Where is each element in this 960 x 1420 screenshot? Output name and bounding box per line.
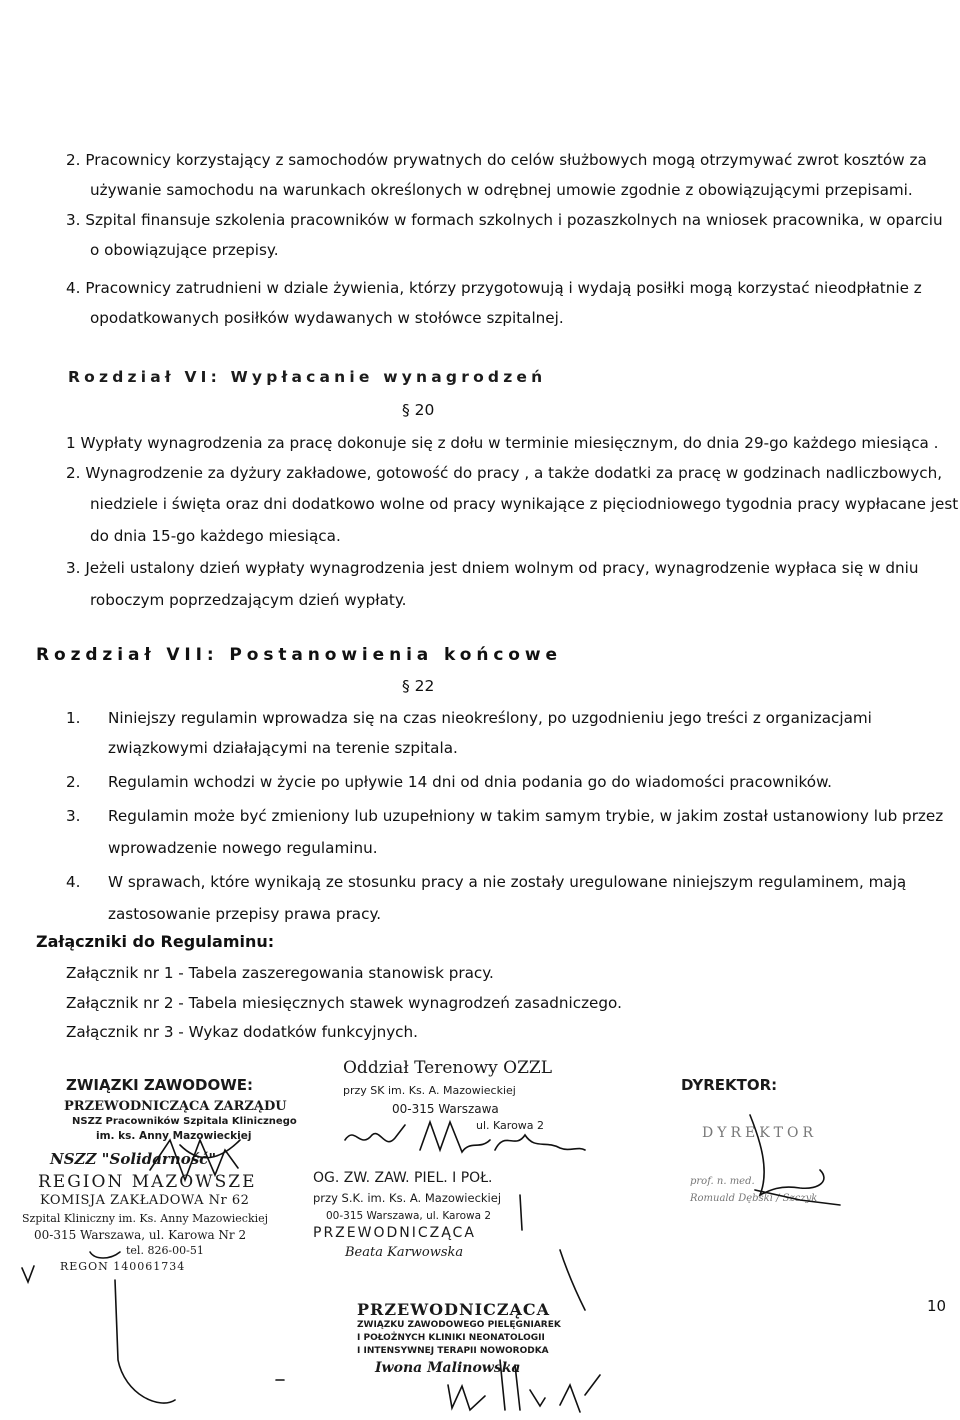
- page-number: 10: [927, 1297, 947, 1315]
- signature-stroke: [560, 1375, 600, 1412]
- signature-stroke: [520, 1195, 522, 1230]
- text-line: 1 Wypłaty wynagrodzenia za pracę dokonuje się z dołu w terminie miesięcznym, do dnia 29-go każdego miesiąca .: [66, 434, 939, 452]
- text-line: 3. Jeżeli ustalony dzień wypłaty wynagrodzenia jest dniem wolnym od pracy, wynagrodzenie wypłaca się w dniu: [66, 559, 919, 577]
- text-line: używanie samochodu na warunkach określonych w odrębnej umowie zgodnie z obowiązującymi przepisami.: [90, 181, 913, 199]
- text-line: Niniejszy regulamin wprowadza się na czas nieokreślony, po uzgodnieniu jego treści z organizacjami: [108, 709, 872, 727]
- signature-stroke: [500, 1360, 545, 1410]
- paragraph-number: § 20: [402, 401, 435, 419]
- item-number: 1.: [66, 709, 81, 727]
- chapter-7-heading: Rozdział VII: Postanowienia końcowe: [36, 645, 562, 665]
- item-number: 4.: [66, 873, 81, 891]
- signature-stroke: [115, 1280, 175, 1403]
- signature-stroke: [448, 1385, 485, 1410]
- text-line: roboczym poprzedzającym dzień wypłaty.: [90, 591, 407, 609]
- director-label: DYREKTOR:: [681, 1076, 778, 1094]
- text-line: 4. Pracownicy zatrudnieni w dziale żywienia, którzy przygotowują i wydają posiłki mogą korzystać nieodpłatnie z: [66, 279, 922, 297]
- text-line: związkowymi działającymi na terenie szpitala.: [108, 739, 458, 757]
- item-number: 2.: [66, 773, 81, 791]
- unions-label: ZWIĄZKI ZAWODOWE:: [66, 1076, 254, 1094]
- attachment-item: Załącznik nr 2 - Tabela miesięcznych stawek wynagrodzeń zasadniczego.: [66, 994, 622, 1012]
- text-line: o obowiązujące przepisy.: [90, 241, 279, 259]
- signature-stroke: [180, 1140, 240, 1158]
- attachments-heading: Załączniki do Regulaminu:: [36, 932, 275, 951]
- text-line: 2. Wynagrodzenie za dyżury zakładowe, gotowość do pracy , a także dodatki za pracę w godzinach nadliczbowych,: [66, 464, 943, 482]
- text-line: 2. Pracownicy korzystający z samochodów prywatnych do celów służbowych mogą otrzymywać zwrot kosztów za: [66, 151, 927, 169]
- signature-stroke: [560, 1250, 585, 1310]
- signature-stroke: [755, 1190, 840, 1205]
- chapter-6-heading: Rozdział VI: Wypłacanie wynagrodzeń: [68, 368, 547, 386]
- paragraph-number: § 22: [402, 677, 435, 695]
- signature-stroke: [345, 1125, 405, 1142]
- text-line: W sprawach, które wynikają ze stosunku pracy a nie zostały uregulowane niniejszym regulaminem, mają: [108, 873, 907, 891]
- signature-stroke: [150, 1140, 238, 1180]
- signature-stroke: [90, 1252, 120, 1258]
- text-line: opodatkowanych posiłków wydawanych w stołówce szpitalnej.: [90, 309, 564, 327]
- text-line: wprowadzenie nowego regulaminu.: [108, 839, 378, 857]
- signature-stroke: [420, 1122, 490, 1152]
- signature-stroke: [495, 1135, 585, 1150]
- attachment-item: Załącznik nr 3 - Wykaz dodatków funkcyjnych.: [66, 1023, 418, 1041]
- text-line: do dnia 15-go każdego miesiąca.: [90, 527, 341, 545]
- text-line: niedziele i święta oraz dni dodatkowo wolne od pracy wynikające z pięciodniowego tygodnia pracy wypłacane jest: [90, 495, 959, 513]
- attachment-item: Załącznik nr 1 - Tabela zaszeregowania stanowisk pracy.: [66, 964, 494, 982]
- text-line: zastosowanie przepisy prawa pracy.: [108, 905, 382, 923]
- text-line: Regulamin może być zmieniony lub uzupełniony w takim samym trybie, w jakim został ustanowiony lub przez: [108, 807, 944, 825]
- text-line: 3. Szpital finansuje szkolenia pracowników w formach szkolnych i pozaszkolnych na wniosek pracownika, w oparciu: [66, 211, 943, 229]
- item-number: 3.: [66, 807, 81, 825]
- text-line: Regulamin wchodzi w życie po upływie 14 dni od dnia podania go do wiadomości pracowników.: [108, 773, 832, 791]
- signature-stroke: [750, 1115, 824, 1195]
- signature-stroke: [22, 1266, 34, 1282]
